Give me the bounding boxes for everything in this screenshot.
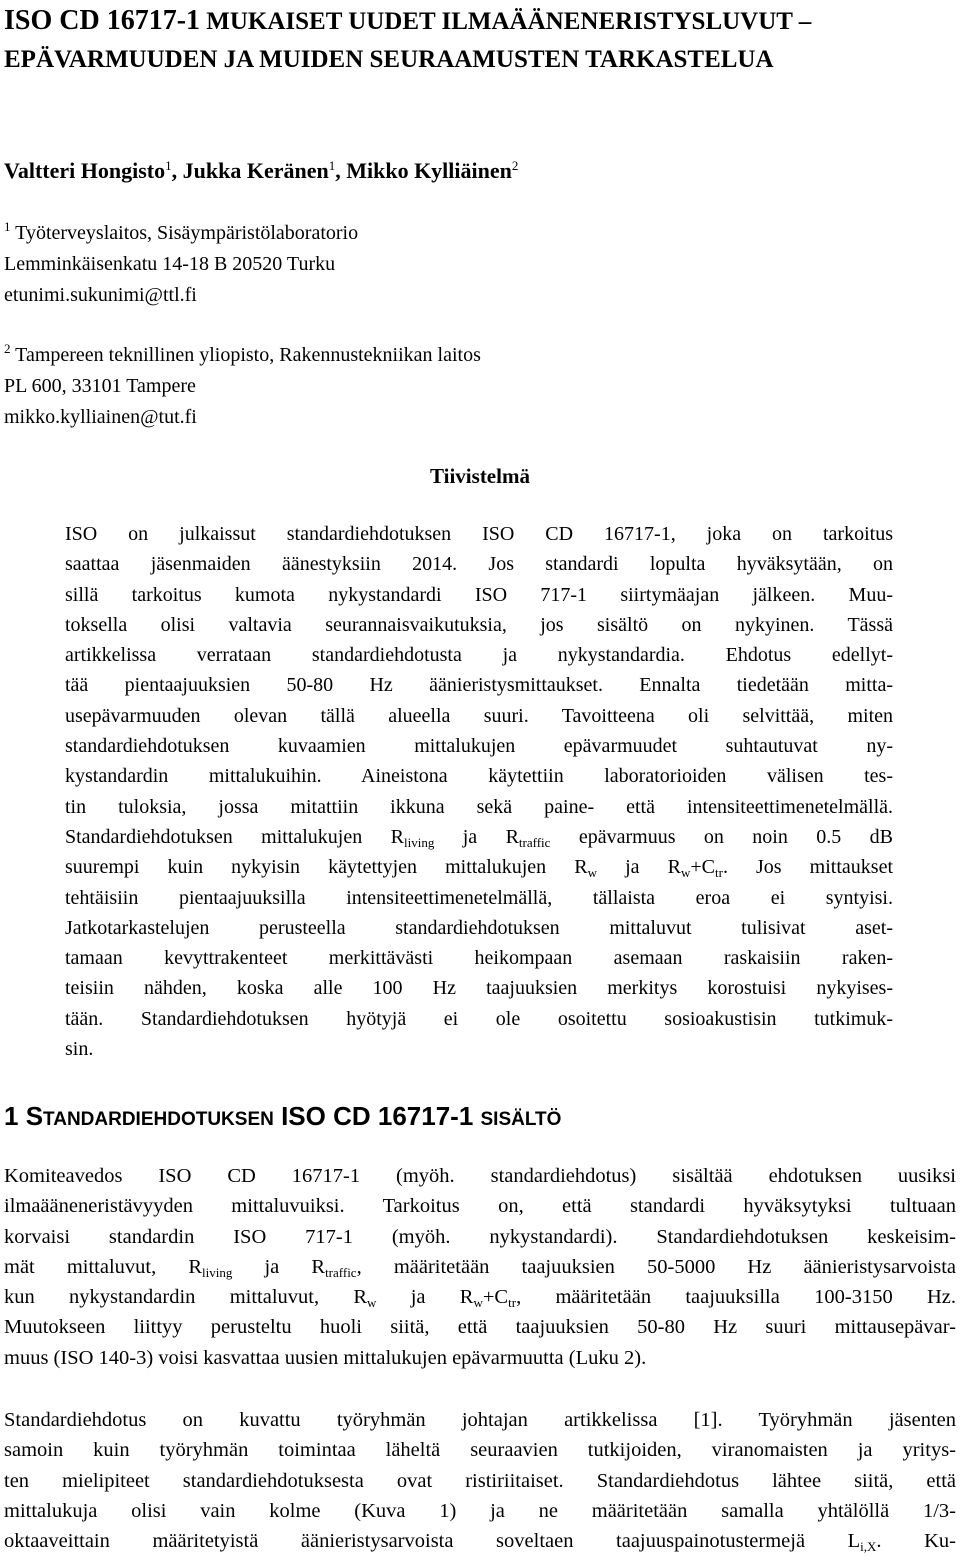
abstract-line: standardiehdotuksen kuvaamien mittalukujen epävarmuudet suhtautuvat ny- <box>65 735 893 758</box>
paragraph-line <box>4 1282 956 1312</box>
text-run: , määritetään taajuuksien 50-5000 Hz äänieristysarvoista <box>356 1255 957 1278</box>
section-title-smallcaps: SISÄLTÖ <box>480 1109 562 1130</box>
abstract-line: tää pientaajuuksien 50-80 Hz äänieristysmittaukset. Ennalta tiedetään mitta- <box>65 674 893 697</box>
section-title-smallcaps: TANDARDIEHDOTUKSEN <box>43 1109 274 1130</box>
text-run: . Jos mittaukset <box>722 856 893 879</box>
author-name: Jukka Keränen <box>182 158 329 183</box>
subscript: traffic <box>518 834 551 850</box>
abstract-line: toksella olisi valtavia seurannaisvaikutuksia, jos sisältö on nykyinen. Tässä <box>65 613 893 636</box>
affiliation-block-1 <box>4 218 358 311</box>
paragraph-line: mittalukuja olisi vain kolme (Kuva 1) ja ne määritetään samalla yhtälöllä 1/3- <box>4 1499 956 1522</box>
author-name: Mikko Kylliäinen <box>346 158 512 183</box>
affiliation-marker: 1 <box>328 158 336 173</box>
subscript: living <box>403 834 435 850</box>
abstract-line: sin. <box>65 1038 94 1061</box>
affiliation-marker: 1 <box>165 158 172 173</box>
subscript: w <box>473 1295 483 1311</box>
abstract-line <box>65 852 893 882</box>
title-line-2: EPÄVARMUUDEN JA MUIDEN SEURAAMUSTEN TARKASTELUA <box>4 46 774 73</box>
abstract-line: tään. Standardiehdotuksen hyötyjä ei ole osoitettu sosioakustisin tutkimuk- <box>65 1007 893 1030</box>
paragraph-line: Muutokseen liittyy perusteltu huoli siitä, että taajuuksien 50-80 Hz suuri mittausepävar- <box>4 1316 956 1339</box>
text-run: mät mittaluvut, R <box>4 1255 203 1278</box>
author-separator: , <box>335 158 347 183</box>
subscript: traffic <box>325 1264 357 1280</box>
text-run: oktaaveittain määritetyistä äänieristysarvoista soveltaen taajuuspainotustermejä L <box>4 1530 861 1553</box>
text-run: +C <box>690 856 715 879</box>
affiliation-number: 2 <box>4 341 11 356</box>
affiliation-number: 1 <box>4 219 11 234</box>
paragraph-line <box>4 1526 956 1556</box>
text-run: ja R <box>434 825 519 848</box>
abstract-heading: Tiivistelmä <box>430 464 530 488</box>
affiliation-org: Tampereen teknillinen yliopisto, Rakennustekniikan laitos <box>10 344 481 366</box>
abstract-line: artikkelissa verrataan standardiehdotusta ja nykystandardia. Ehdotus edellyt- <box>65 644 893 667</box>
title-line-1 <box>4 2 954 41</box>
abstract-line: sillä tarkoitus kumota nykystandardi ISO 717-1 siirtymäajan jälkeen. Muu- <box>65 583 893 606</box>
paragraph-line <box>4 1252 956 1282</box>
paragraph-line: korvaisi standardin ISO 717-1 (myöh. nykystandardi). Standardiehdotuksen keskeisim- <box>4 1225 956 1248</box>
affiliation-email: etunimi.sukunimi@ttl.fi <box>4 284 197 306</box>
abstract-line: Jatkotarkastelujen perusteella standardiehdotuksen mittaluvut tulisivat aset- <box>65 916 893 939</box>
text-run: , määritetään taajuuksilla 100-3150 Hz. <box>516 1286 957 1309</box>
author-name: Valtteri Hongisto <box>4 158 166 183</box>
text-run: ja R <box>597 856 681 879</box>
body-paragraph-1 <box>4 1161 956 1373</box>
affiliation-marker: 2 <box>511 158 519 173</box>
abstract-line: kystandardin mittalukuihin. Aineistona käytettiin laboratorioiden välisen tes- <box>65 765 893 788</box>
section-title-code: ISO CD 16717-1 <box>273 1101 481 1131</box>
section-number: 1 <box>4 1101 26 1131</box>
abstract-line: teisiin nähden, koska alle 100 Hz taajuuksien merkitys korostuisi nykyises- <box>65 977 893 1000</box>
subscript: w <box>587 865 598 881</box>
abstract-line: tehtäisiin pientaajuuksilla intensiteettimenetelmällä, tällaista eroa ei syntyisi. <box>65 886 893 909</box>
paragraph-line: Standardiehdotus on kuvattu työryhmän johtajan artikkelissa [1]. Työryhmän jäsenten <box>4 1409 956 1431</box>
text-run: kun nykystandardin mittaluvut, R <box>4 1286 368 1309</box>
subscript: tr <box>508 1295 517 1311</box>
paragraph-line: muus (ISO 140-3) voisi kasvattaa uusien mittalukujen epävarmuutta (Luku 2). <box>4 1346 647 1369</box>
title-text-1: MUKAISET UUDET ILMAÄÄNENERISTYSLUVUT – <box>206 8 812 35</box>
affiliation-address: Lemminkäisenkatu 14-18 B 20520 Turku <box>4 253 336 275</box>
abstract-line: tin tuloksia, jossa mitattiin ikkuna sekä paine- että intensiteettimenetelmällä. <box>65 795 893 818</box>
abstract-line: ISO on julkaissut standardiehdotuksen ISO CD 16717-1, joka on tarkoitus <box>65 523 893 545</box>
text-run: . Ku- <box>876 1530 956 1553</box>
paragraph-line: ten mielipiteet standardiehdotuksesta ovat ristiriitaiset. Standardiehdotus lähtee siitä, että <box>4 1469 956 1492</box>
text-run: ja R <box>232 1255 326 1278</box>
affiliation-line <box>4 340 481 371</box>
paper-title <box>4 2 954 79</box>
text-run: ja R <box>376 1286 474 1309</box>
subscript: tr <box>714 865 723 881</box>
text-run: +C <box>482 1286 509 1309</box>
subscript: w <box>367 1295 377 1311</box>
author-separator: , <box>171 158 183 183</box>
paragraph-line: samoin kuin työryhmän toimintaa läheltä seuraavien tutkijoiden, viranomaisten ja yritys- <box>4 1439 956 1462</box>
subscript: living <box>202 1264 233 1280</box>
title-code: ISO CD 16717-1 <box>4 5 201 36</box>
abstract-body <box>65 519 893 1064</box>
text-run: Standardiehdotuksen mittalukujen R <box>65 825 404 848</box>
subscript: i,X <box>860 1539 877 1555</box>
abstract-line: tamaan kevyttrakenteet merkittävästi heikompaan asemaan raskaisiin raken- <box>65 947 893 970</box>
abstract-line: saattaa jäsenmaiden äänestyksiin 2014. Jos standardi lopulta hyväksytään, on <box>65 553 893 576</box>
section-title-cap: S <box>25 1101 44 1131</box>
subscript: w <box>680 865 691 881</box>
affiliation-org: Työterveyslaitos, Sisäympäristölaboratorio <box>10 222 359 244</box>
abstract-line <box>65 822 893 852</box>
paragraph-line: ilmaääneneristävyyden mittaluvuiksi. Tarkoitus on, että standardi hyväksytyksi tultuaan <box>4 1195 956 1218</box>
affiliation-block-2 <box>4 340 481 433</box>
body-paragraph-2 <box>4 1405 956 1556</box>
author-list <box>4 156 518 186</box>
text-run: suurempi kuin nykyisin käytettyjen mittalukujen R <box>65 856 588 879</box>
affiliation-email: mikko.kylliainen@tut.fi <box>4 406 197 428</box>
abstract-line: usepävarmuuden olevan tällä alueella suuri. Tavoitteena oli selvittää, miten <box>65 704 893 727</box>
affiliation-line <box>4 218 358 249</box>
paragraph-line: Komiteavedos ISO CD 16717-1 (myöh. standardiehdotus) sisältää ehdotuksen uusiksi <box>4 1165 956 1187</box>
text-run: epävarmuus on noin 0.5 dB <box>550 825 893 848</box>
section-heading <box>4 1098 561 1138</box>
affiliation-address: PL 600, 33101 Tampere <box>4 375 196 397</box>
